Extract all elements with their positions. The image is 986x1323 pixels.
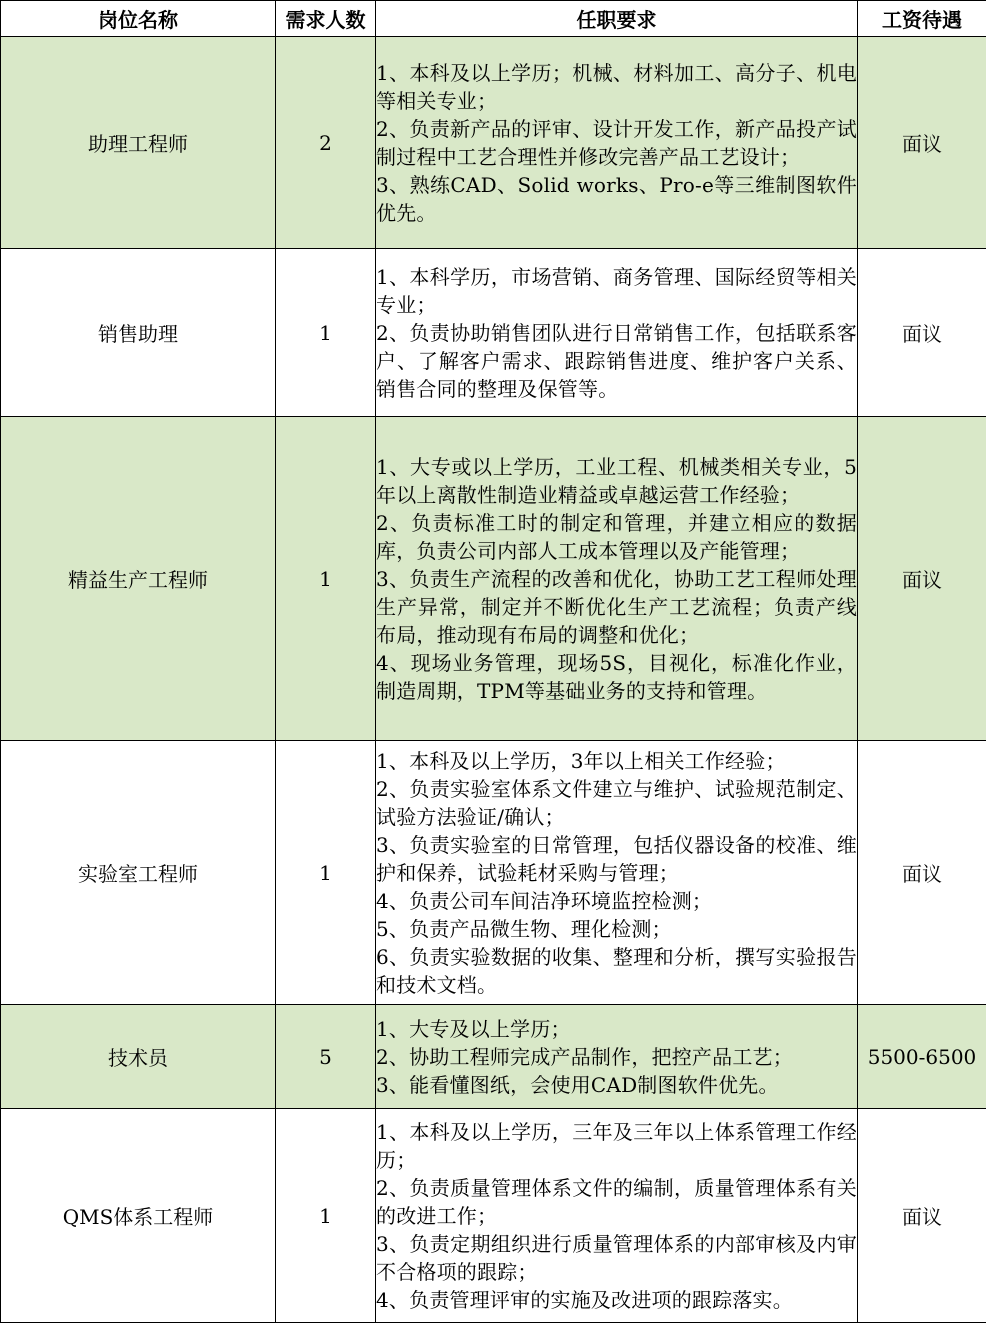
requirement-item: 1、本科及以上学历；机械、材料加工、高分子、机电等相关专业；	[376, 59, 857, 115]
count-cell: 2	[276, 37, 376, 249]
requirements-cell	[376, 37, 858, 249]
count-cell: 1	[276, 249, 376, 417]
requirement-item: 4、负责管理评审的实施及改进项的跟踪落实。	[376, 1286, 857, 1314]
header-salary: 工资待遇	[858, 1, 986, 37]
salary-cell: 面议	[858, 741, 986, 1005]
requirement-item: 1、本科学历，市场营销、商务管理、国际经贸等相关专业；	[376, 263, 857, 319]
table-row	[1, 37, 986, 249]
count-cell: 1	[276, 417, 376, 741]
table-row	[1, 1005, 986, 1109]
header-count: 需求人数	[276, 1, 376, 37]
requirement-item: 2、负责实验室体系文件建立与维护、试验规范制定、试验方法验证/确认；	[376, 775, 857, 831]
position-cell: 实验室工程师	[1, 741, 276, 1005]
table-row	[1, 1109, 986, 1323]
salary-cell: 面议	[858, 37, 986, 249]
header-position: 岗位名称	[1, 1, 276, 37]
requirement-item: 5、负责产品微生物、理化检测；	[376, 915, 857, 943]
position-cell: 技术员	[1, 1005, 276, 1109]
salary-cell: 面议	[858, 417, 986, 741]
requirement-item: 2、负责新产品的评审、设计开发工作，新产品投产试制过程中工艺合理性并修改完善产品工艺设计；	[376, 115, 857, 171]
requirement-item: 2、协助工程师完成产品制作，把控产品工艺；	[376, 1043, 857, 1071]
position-cell: 助理工程师	[1, 37, 276, 249]
requirement-item: 1、大专或以上学历，工业工程、机械类相关专业，5年以上离散性制造业精益或卓越运营工作经验；	[376, 453, 857, 509]
requirement-item: 3、负责定期组织进行质量管理体系的内部审核及内审不合格项的跟踪；	[376, 1230, 857, 1286]
requirement-item: 1、本科及以上学历，3年以上相关工作经验；	[376, 747, 857, 775]
salary-cell: 5500-6500	[858, 1005, 986, 1109]
requirements-cell	[376, 1109, 858, 1323]
table-row	[1, 417, 986, 741]
requirements-cell	[376, 1005, 858, 1109]
count-cell: 1	[276, 741, 376, 1005]
requirement-item: 3、能看懂图纸，会使用CAD制图软件优先。	[376, 1071, 857, 1099]
salary-cell: 面议	[858, 1109, 986, 1323]
requirement-item: 1、大专及以上学历；	[376, 1015, 857, 1043]
requirement-item: 6、负责实验数据的收集、整理和分析，撰写实验报告和技术文档。	[376, 943, 857, 999]
count-cell: 1	[276, 1109, 376, 1323]
position-cell: QMS体系工程师	[1, 1109, 276, 1323]
salary-cell: 面议	[858, 249, 986, 417]
requirement-item: 3、熟练CAD、Solid works、Pro-e等三维制图软件优先。	[376, 171, 857, 227]
header-row	[1, 1, 986, 37]
requirement-item: 3、负责生产流程的改善和优化，协助工艺工程师处理生产异常，制定并不断优化生产工艺流程；负责产线布局，推动现有布局的调整和优化；	[376, 565, 857, 649]
requirement-item: 4、负责公司车间洁净环境监控检测；	[376, 887, 857, 915]
requirement-item: 2、负责标准工时的制定和管理，并建立相应的数据库，负责公司内部人工成本管理以及产能管理；	[376, 509, 857, 565]
count-cell: 5	[276, 1005, 376, 1109]
position-cell: 销售助理	[1, 249, 276, 417]
requirement-item: 2、负责质量管理体系文件的编制，质量管理体系有关的改进工作；	[376, 1174, 857, 1230]
requirements-cell	[376, 417, 858, 741]
table-row	[1, 741, 986, 1005]
table-row	[1, 249, 986, 417]
requirement-item: 3、负责实验室的日常管理，包括仪器设备的校准、维护和保养，试验耗材采购与管理；	[376, 831, 857, 887]
position-cell: 精益生产工程师	[1, 417, 276, 741]
requirements-cell	[376, 249, 858, 417]
header-requirements: 任职要求	[376, 1, 858, 37]
requirement-item: 1、本科及以上学历，三年及三年以上体系管理工作经历；	[376, 1118, 857, 1174]
requirement-item: 4、现场业务管理，现场5S，目视化，标准化作业，制造周期，TPM等基础业务的支持和管理。	[376, 649, 857, 705]
requirement-item: 2、负责协助销售团队进行日常销售工作，包括联系客户、了解客户需求、跟踪销售进度、维护客户关系、销售合同的整理及保管等。	[376, 319, 857, 403]
requirements-cell	[376, 741, 858, 1005]
